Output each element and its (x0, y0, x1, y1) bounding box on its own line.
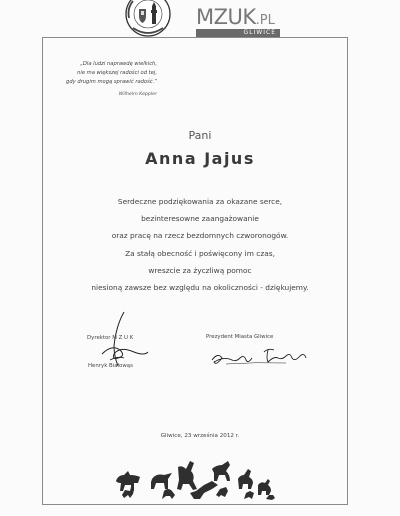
mayor-signature-block (206, 334, 316, 374)
logo-main-text: MZUK (196, 5, 256, 29)
mzuk-logo (196, 6, 284, 38)
mayor-title: Prezydent Miasta Gliwice (206, 334, 274, 340)
city-seal-icon (118, 0, 178, 46)
message-line: Serdeczne podziękowania za okazane serce, (117, 197, 283, 206)
quote-line: „Dla ludzi naprawdę wielkich, (80, 61, 157, 67)
quote-author: Wilhelm Keppler (118, 92, 157, 97)
message-line: niesioną zawsze bez względu na okoliczności - dziękujemy. (91, 283, 309, 293)
message-line: Za stałą obecność i poświęcony im czas, (125, 248, 275, 258)
mayor-signature-icon (206, 346, 316, 370)
director-name: Henryk Białowąs (88, 363, 133, 369)
director-title: Dyrektor M Z U K (87, 335, 134, 341)
director-signature-icon (80, 310, 180, 380)
director-signature-block (80, 310, 180, 380)
recipient-name: Anna Jajus (145, 149, 255, 168)
quote-block (62, 60, 157, 99)
message-line: oraz pracę na rzecz bezdomnych czworonogów. (111, 231, 289, 241)
message-line: bezinteresowne zaangażowanie (141, 214, 259, 224)
thank-you-message (0, 193, 400, 296)
quote-line: nie ma większej radości od tej, (77, 70, 157, 76)
logo-suffix: .PL (255, 13, 275, 28)
quote-line: gdy drugim mogą sprawić radość.” (66, 79, 157, 85)
issue-date: Gliwice, 23 września 2012 r. (160, 433, 240, 439)
dog-silhouettes-icon (112, 455, 278, 503)
city-seal (118, 0, 178, 46)
message-line: wreszcie za życzliwą pomoc (148, 265, 252, 275)
salutation: Pani (188, 129, 212, 142)
logo-subtitle-bar: GLIWICE (196, 29, 280, 37)
